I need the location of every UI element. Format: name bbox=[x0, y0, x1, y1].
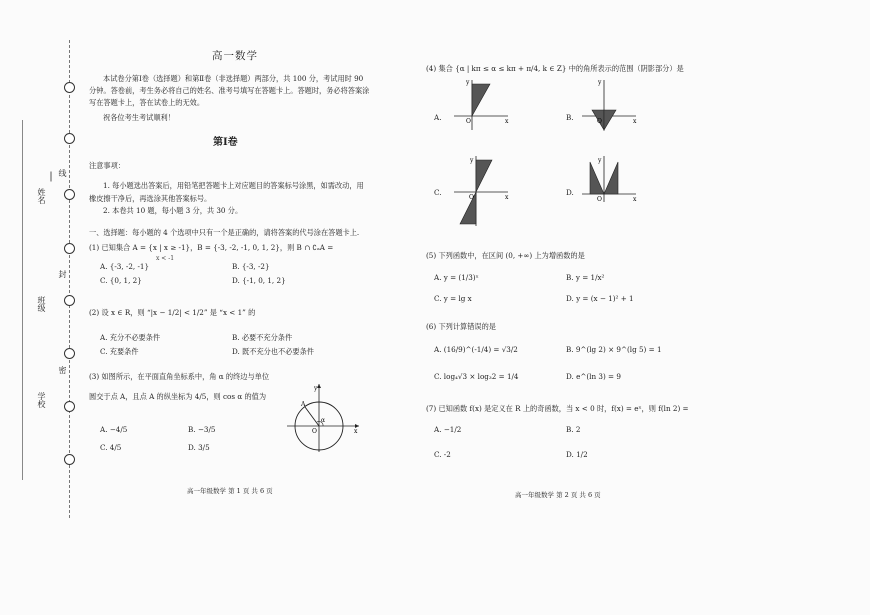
graph-b-o: O bbox=[597, 118, 602, 125]
q5-option-a: A. y = (1/3)ˣ bbox=[434, 273, 479, 282]
binding-seal-xian: 线 bbox=[58, 169, 67, 177]
intro-line: 祝各位考生考试顺利！ bbox=[103, 113, 175, 122]
point-a-label: A bbox=[301, 401, 306, 408]
binding-outer-line bbox=[22, 120, 23, 480]
question-3-cont: 圆交于点 A，且点 A 的纵坐标为 4/5，则 cos α 的值为 bbox=[89, 392, 267, 401]
binding-hole bbox=[64, 133, 75, 144]
page-footer: 高一年级数学 第 2 页 共 6 页 bbox=[515, 491, 601, 499]
binding-dashed-line bbox=[69, 40, 70, 518]
binding-class-label: 班级 bbox=[37, 296, 46, 312]
graph-a-o: O bbox=[466, 118, 471, 125]
notice-line: 1. 每小题选出答案后，用铅笔把答题卡上对应题目的答案标号涂黑，如需改动，用 bbox=[103, 181, 364, 190]
q2-option-b: B. 必要不充分条件 bbox=[232, 333, 293, 342]
graph-c-o: O bbox=[469, 194, 474, 201]
graph-a-x: x bbox=[505, 118, 509, 125]
notice-title: 注意事项： bbox=[89, 161, 125, 170]
binding-seal-mi: 密 bbox=[58, 366, 67, 374]
binding-fill-line bbox=[51, 172, 52, 182]
binding-hole bbox=[64, 243, 75, 254]
graph-d-y: y bbox=[598, 157, 602, 164]
notice-line: 2. 本卷共 10 题，每小题 3 分，共 30 分。 bbox=[103, 206, 243, 215]
intro-line: 分钟。答卷前，考生务必将自己的姓名、准考号填写在答题卡上。答题时，务必将答案涂 bbox=[89, 86, 370, 95]
x-axis-label: x bbox=[354, 428, 358, 435]
q2-option-d: D. 既不充分也不必要条件 bbox=[232, 347, 314, 356]
section-heading: 第Ⅰ卷 bbox=[213, 137, 238, 148]
y-axis-label: y bbox=[314, 385, 318, 392]
q7-option-a: A. −1/2 bbox=[434, 425, 462, 434]
q6-option-b: B. 9^(lg 2) × 9^(lg 5) = 1 bbox=[566, 345, 662, 354]
graph-d-x: x bbox=[633, 196, 637, 203]
graph-d-o: O bbox=[597, 196, 602, 203]
graph-a-y: y bbox=[466, 79, 470, 86]
binding-hole bbox=[64, 454, 75, 465]
q4-graph-a bbox=[452, 76, 512, 132]
q4-graph-b bbox=[580, 76, 640, 132]
q7-option-b: B. 2 bbox=[566, 425, 581, 434]
page-footer: 高一年级数学 第 1 页 共 6 页 bbox=[187, 487, 273, 495]
intro-line: 写在答题卡上，答在试卷上的无效。 bbox=[89, 98, 205, 107]
q4-graph-d bbox=[580, 154, 640, 204]
question-3: (3) 如图所示，在平面直角坐标系中，角 α 的终边与单位 bbox=[89, 372, 270, 381]
q6-option-d: D. e^(ln 3) = 9 bbox=[566, 372, 621, 381]
question-5: (5) 下列函数中，在区间 (0, +∞) 上为增函数的是 bbox=[426, 251, 585, 260]
q7-option-c: C. -2 bbox=[434, 450, 451, 459]
notice-line: 橡皮擦干净后，再选涂其他答案标号。 bbox=[89, 194, 212, 203]
binding-hole bbox=[64, 348, 75, 359]
binding-hole bbox=[64, 82, 75, 93]
q6-option-a: A. (16/9)^(-1/4) = √3/2 bbox=[434, 345, 518, 354]
q1-option-c: C. {0, 1, 2} bbox=[100, 276, 142, 285]
binding-school-label: 学校 bbox=[37, 392, 46, 408]
q2-option-c: C. 充要条件 bbox=[100, 347, 139, 356]
page-title: 高一数学 bbox=[212, 50, 258, 62]
q3-option-a: A. −4/5 bbox=[100, 425, 128, 434]
q4-option-d: D. bbox=[566, 188, 574, 197]
q4-option-c: C. bbox=[434, 188, 442, 197]
binding-seal-feng: 封 bbox=[58, 270, 67, 278]
q3-option-b: B. −3/5 bbox=[188, 425, 216, 434]
graph-b-x: x bbox=[633, 118, 637, 125]
question-2: (2) 设 x ∈ R，则 “|x − 1/2| < 1/2” 是 “x < 1” 的 bbox=[89, 308, 256, 317]
binding-hole bbox=[64, 295, 75, 306]
q1-option-a: A. {-3, -2, -1} bbox=[100, 262, 150, 271]
binding-name-label: 姓名 bbox=[37, 188, 46, 204]
origin-label: O bbox=[312, 428, 317, 435]
question-1: (1) 已知集合 A = {x | x ≥ -1}，B = {-3, -2, -1, 0, 1, 2}，则 B ∩ ∁ₐA = bbox=[89, 243, 334, 252]
unit-circle-figure bbox=[283, 380, 363, 455]
question-7: (7) 已知函数 f(x) 是定义在 R 上的奇函数，当 x < 0 时，f(x) = eˣ，则 f(ln 2) = bbox=[426, 404, 689, 413]
q5-option-d: D. y = (x − 1)² + 1 bbox=[566, 294, 634, 303]
graph-b-y: y bbox=[598, 79, 602, 86]
binding-hole bbox=[64, 189, 75, 200]
q1-option-b: B. {-3, -2} bbox=[232, 262, 270, 271]
q4-graph-c bbox=[452, 154, 512, 228]
q3-option-c: C. 4/5 bbox=[100, 443, 122, 452]
intro-line: 本试卷分第Ⅰ卷（选择题）和第Ⅱ卷（非选择题）两部分，共 100 分，考试用时 90 bbox=[103, 74, 364, 83]
alpha-label: α bbox=[321, 417, 326, 424]
q3-option-d: D. 3/5 bbox=[188, 443, 210, 452]
q6-option-c: C. log₄√3 × log₃2 = 1/4 bbox=[434, 372, 519, 381]
q7-option-d: D. 1/2 bbox=[566, 450, 588, 459]
q5-option-b: B. y = 1/x² bbox=[566, 273, 605, 282]
graph-c-y: y bbox=[470, 157, 474, 164]
q2-option-a: A. 充分不必要条件 bbox=[100, 333, 161, 342]
graph-c-x: x bbox=[505, 194, 509, 201]
question-6: (6) 下列计算错误的是 bbox=[426, 322, 496, 331]
q4-option-a: A. bbox=[434, 113, 442, 122]
question-4: (4) 集合 {α | kπ ≤ α ≤ kπ + π/4, k ∈ Z} 中的角所表示的范围（阴影部分）是 bbox=[426, 64, 684, 73]
binding-hole bbox=[64, 401, 75, 412]
part-heading: 一、选择题：每小题的 4 个选项中只有一个是正确的，请将答案的代号涂在答题卡上. bbox=[89, 228, 360, 237]
q4-option-b: B. bbox=[566, 113, 574, 122]
q5-option-c: C. y = lg x bbox=[434, 294, 472, 303]
q1-option-d: D. {-1, 0, 1, 2} bbox=[232, 276, 286, 285]
handwritten-note: x < -1 bbox=[156, 255, 175, 262]
